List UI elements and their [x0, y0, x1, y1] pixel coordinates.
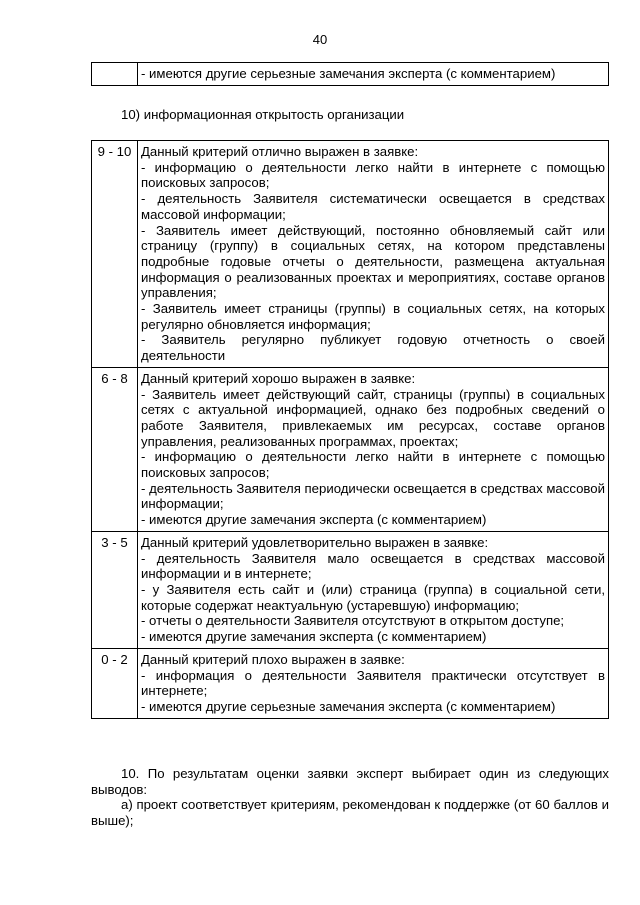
criteria-row — [92, 648, 609, 718]
criterion-item: - информация о деятельности Заявителя практически отсутствует в интернете; — [141, 667, 605, 699]
criterion-item: - имеются другие серьезные замечания эксперта (с комментарием) — [141, 698, 556, 714]
criterion-item: - деятельность Заявителя мало освещается в средствах массовой информации и в интернете; — [141, 550, 605, 582]
criteria-row — [92, 141, 609, 368]
score-cell: 9 - 10 — [92, 141, 138, 368]
top-criteria-table — [91, 62, 609, 86]
description-cell — [138, 63, 609, 86]
description-cell — [138, 648, 609, 718]
criterion-item: - Заявитель имеет действующий, постоянно обновляемый сайт или страницу (группу) в социальных сетях, на котором представлены подробные годовые отчеты о деятельности, размещена актуальная информация о реализованных проектах и мероприятиях, составе органов управления; — [141, 222, 605, 301]
criterion-summary: Данный критерий плохо выражен в заявке: — [141, 651, 405, 667]
criteria-row — [92, 531, 609, 648]
score-cell: 0 - 2 — [92, 648, 138, 718]
criterion-summary: Данный критерий хорошо выражен в заявке: — [141, 370, 416, 386]
criterion-item: - Заявитель имеет действующий сайт, страницы (группы) в социальных сетях с актуальной информацией, однако без подробных сведений о работе Заявителя, привлекаемых им ресурсах, составе органов управления, реализованных программах, проектах; — [141, 386, 605, 449]
score-cell: 3 - 5 — [92, 531, 138, 648]
criterion-summary: Данный критерий отлично выражен в заявке: — [141, 144, 419, 159]
criterion-item: - деятельность Заявителя систематически освещается в средствах массовой информации; — [141, 191, 605, 222]
criterion-item: - Заявитель регулярно публикует годовую отчетность о своей деятельности — [141, 332, 605, 364]
description-cell — [138, 531, 609, 648]
criterion-item: - информацию о деятельности легко найти в интернете с помощью поисковых запросов; — [141, 159, 605, 191]
paragraph-option-a: а) проект соответствует критериям, рекомендован к поддержке (от 60 баллов и выше); — [91, 797, 609, 828]
score-cell — [92, 63, 138, 86]
description-cell — [138, 141, 609, 368]
score-cell: 6 - 8 — [92, 367, 138, 531]
criterion-item: - информацию о деятельности легко найти в интернете с помощью поисковых запросов; — [141, 449, 605, 481]
criteria-row — [92, 63, 609, 86]
criterion-item: - отчеты о деятельности Заявителя отсутствуют в открытом доступе; — [141, 613, 565, 629]
criteria-table — [91, 140, 609, 719]
criterion-item: - Заявитель имеет страницы (группы) в социальных сетях, на которых регулярно обновляется информация; — [141, 301, 605, 332]
section-heading: 10) информационная открытость организации — [121, 107, 405, 122]
description-cell — [138, 367, 609, 531]
criterion-item: - у Заявителя есть сайт и (или) страница (группа) в социальной сети, которые содержат неактуальную (устаревшую) информацию; — [141, 581, 605, 613]
criterion-item: - имеются другие серьезные замечания эксперта (с комментарием) — [141, 66, 556, 81]
criterion-item: - имеются другие замечания эксперта (с комментарием) — [141, 629, 487, 645]
criterion-summary: Данный критерий удовлетворительно выражен в заявке: — [141, 534, 489, 550]
criterion-item: - деятельность Заявителя периодически освещается в средствах массовой информации; — [141, 480, 605, 512]
criteria-row — [92, 367, 609, 531]
page-number: 40 — [312, 32, 328, 47]
paragraph-conclusions: 10. По результатам оценки заявки эксперт выбирает один из следующих выводов: — [91, 766, 609, 797]
criterion-item: - имеются другие замечания эксперта (с комментарием) — [141, 512, 487, 528]
